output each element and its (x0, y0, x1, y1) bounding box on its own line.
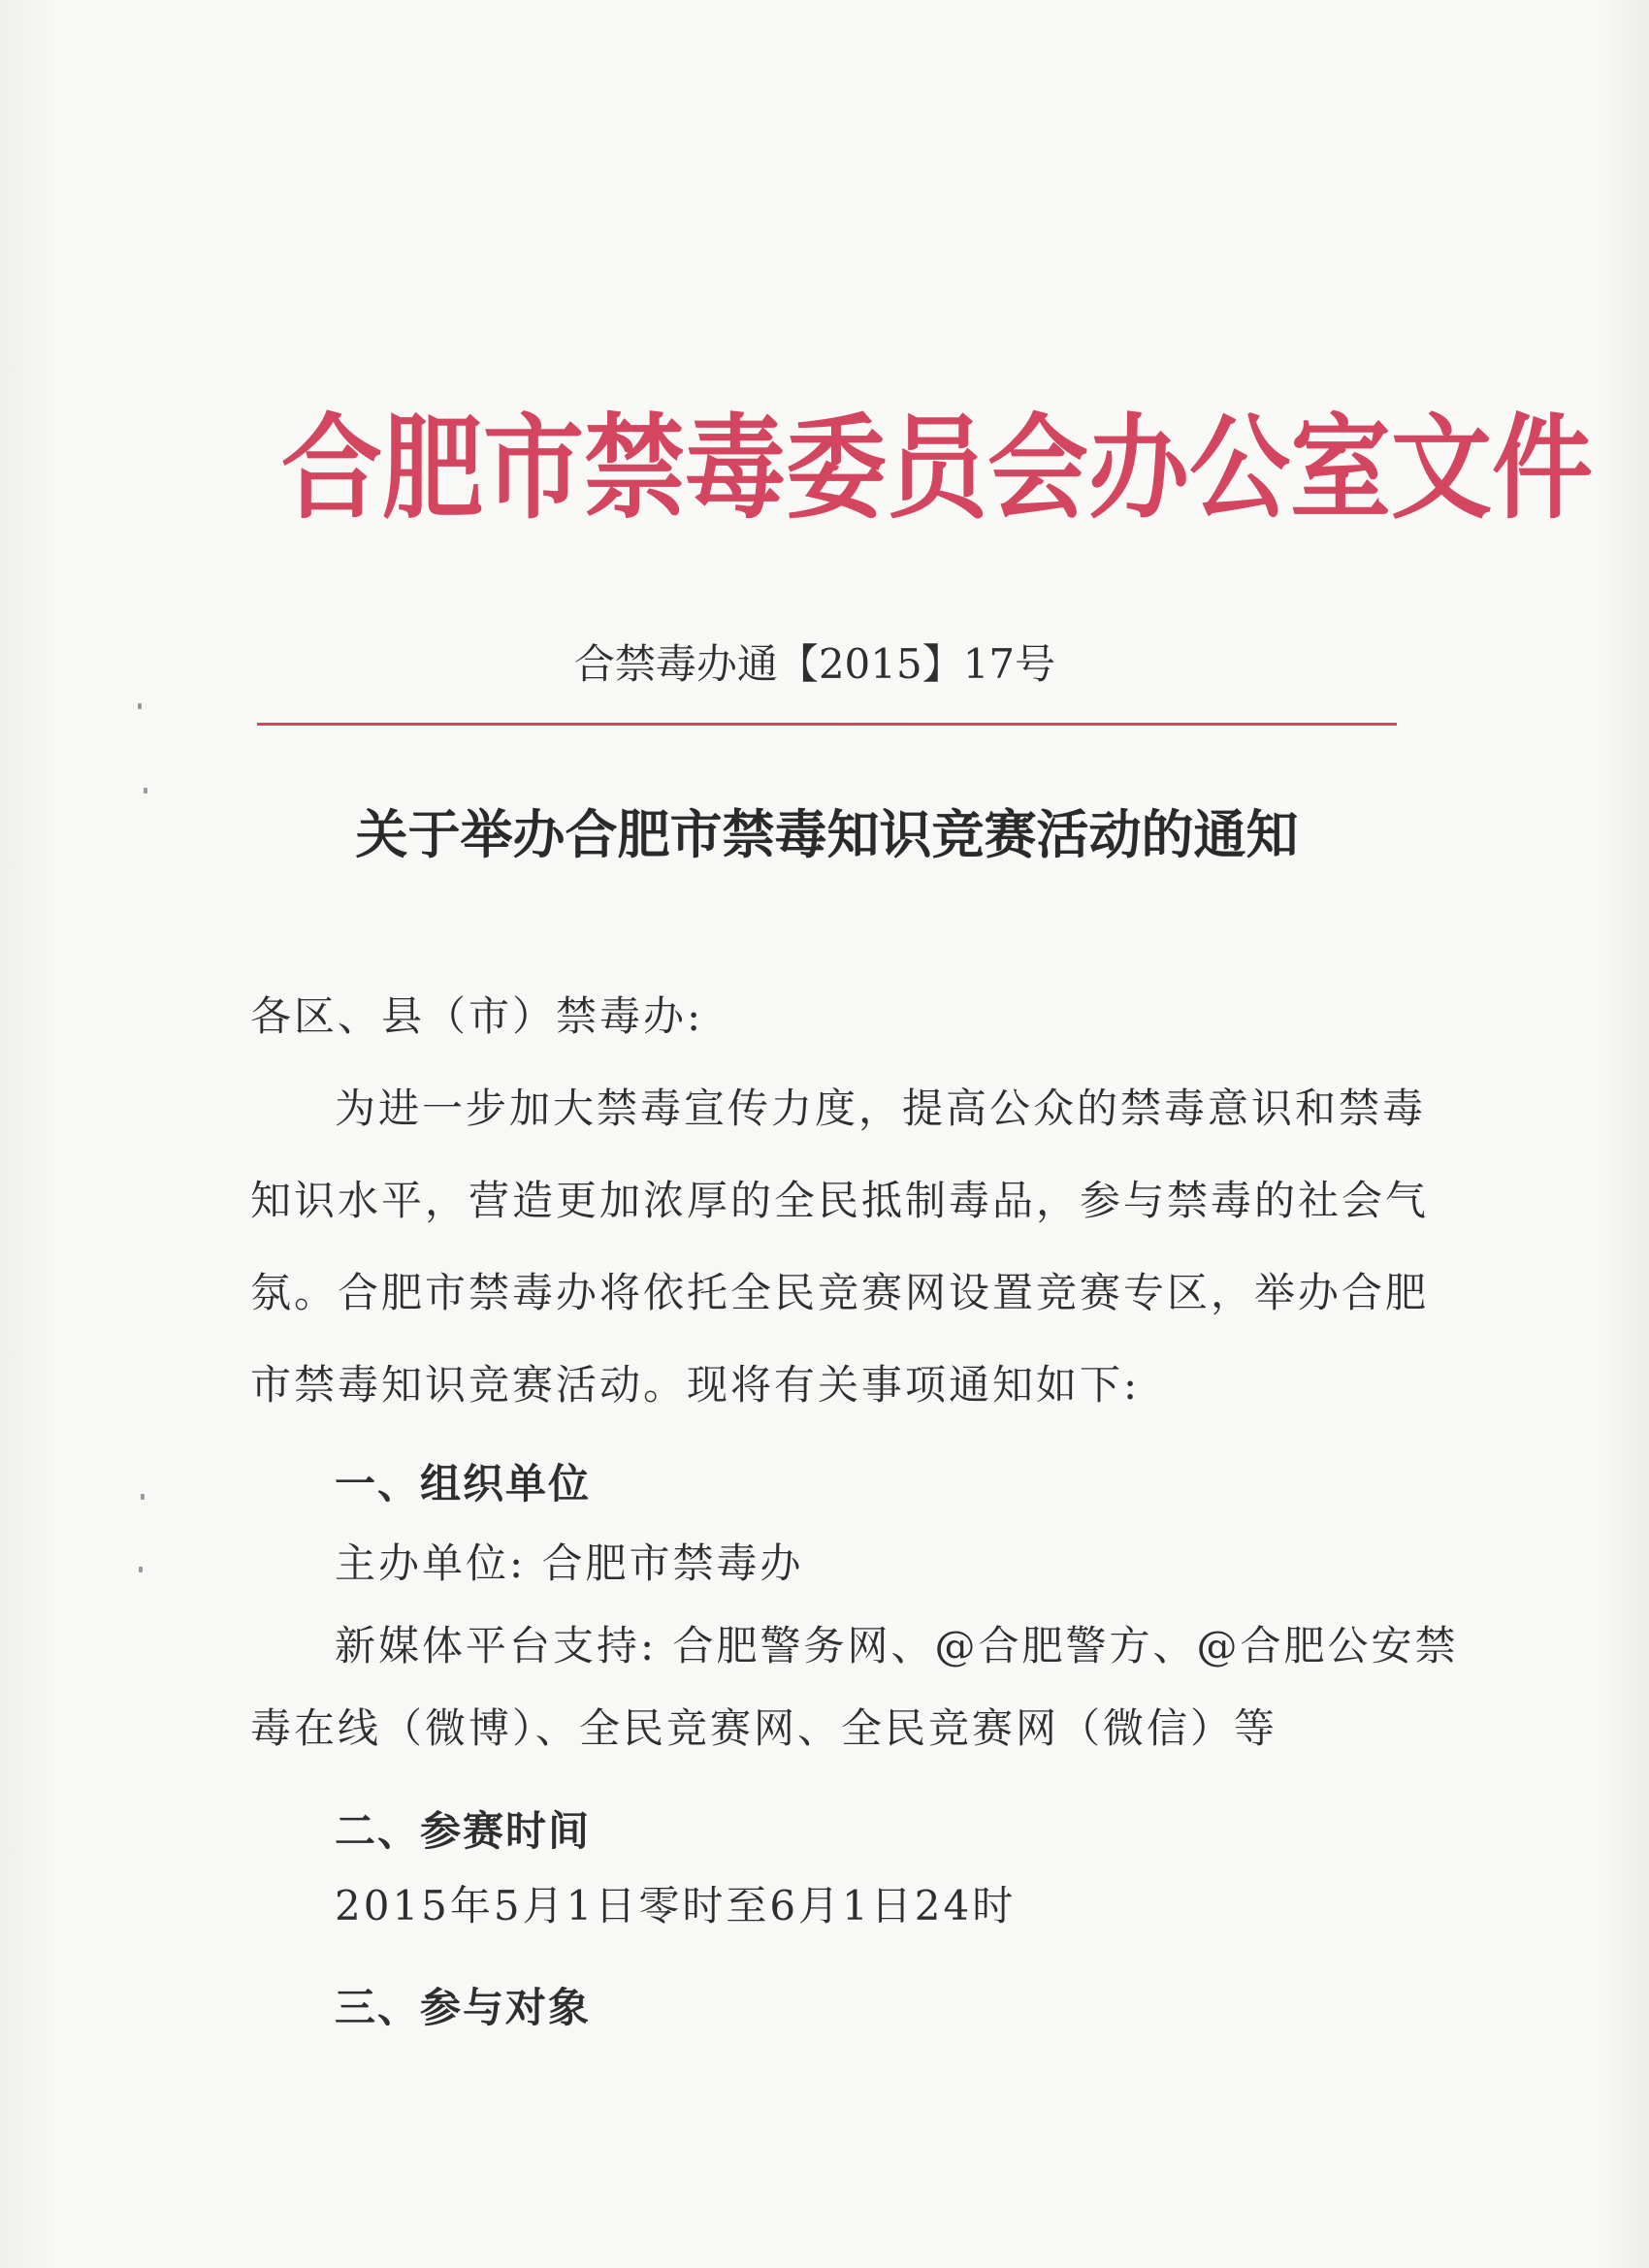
section-line-time: 2015年5月1日零时至6月1日24时 (335, 1882, 1017, 1929)
intro-line-3: 氛。合肥市禁毒办将依托全民竞赛网设置竞赛专区，举办合肥 (250, 1269, 1430, 1316)
section-heading-organizer: 一、组织单位 (335, 1460, 592, 1507)
document-number: 合禁毒办通【2015】17号 (573, 640, 1056, 688)
scan-speck (141, 1494, 145, 1500)
section-line-media-1: 新媒体平台支持: 合肥警务网、@合肥警方、@合肥公安禁 (335, 1622, 1459, 1669)
section-heading-participants: 三、参与对象 (335, 1984, 592, 2031)
section-line-media-2: 毒在线（微博）、全民竞赛网、全民竞赛网（微信）等 (250, 1704, 1278, 1752)
intro-line-2: 知识水平，营造更加浓厚的全民抵制毒品，参与禁毒的社会气 (250, 1177, 1430, 1224)
scan-speck (138, 703, 142, 709)
salutation: 各区、县（市）禁毒办: (250, 992, 704, 1040)
section-heading-time: 二、参赛时间 (335, 1807, 592, 1855)
section-line-host: 主办单位: 合肥市禁毒办 (335, 1539, 804, 1587)
scan-speck (144, 788, 147, 794)
document-header-title: 合肥市禁毒委员会办公室文件 (281, 402, 1594, 535)
intro-line-1: 为进一步加大禁毒宣传力度，提高公众的禁毒意识和禁毒 (335, 1085, 1427, 1132)
notice-title: 关于举办合肥市禁毒知识竞赛活动的通知 (355, 803, 1299, 865)
scan-speck (139, 1567, 143, 1572)
intro-line-4: 市禁毒知识竞赛活动。现将有关事项通知如下: (250, 1361, 1141, 1409)
header-divider (257, 723, 1397, 726)
